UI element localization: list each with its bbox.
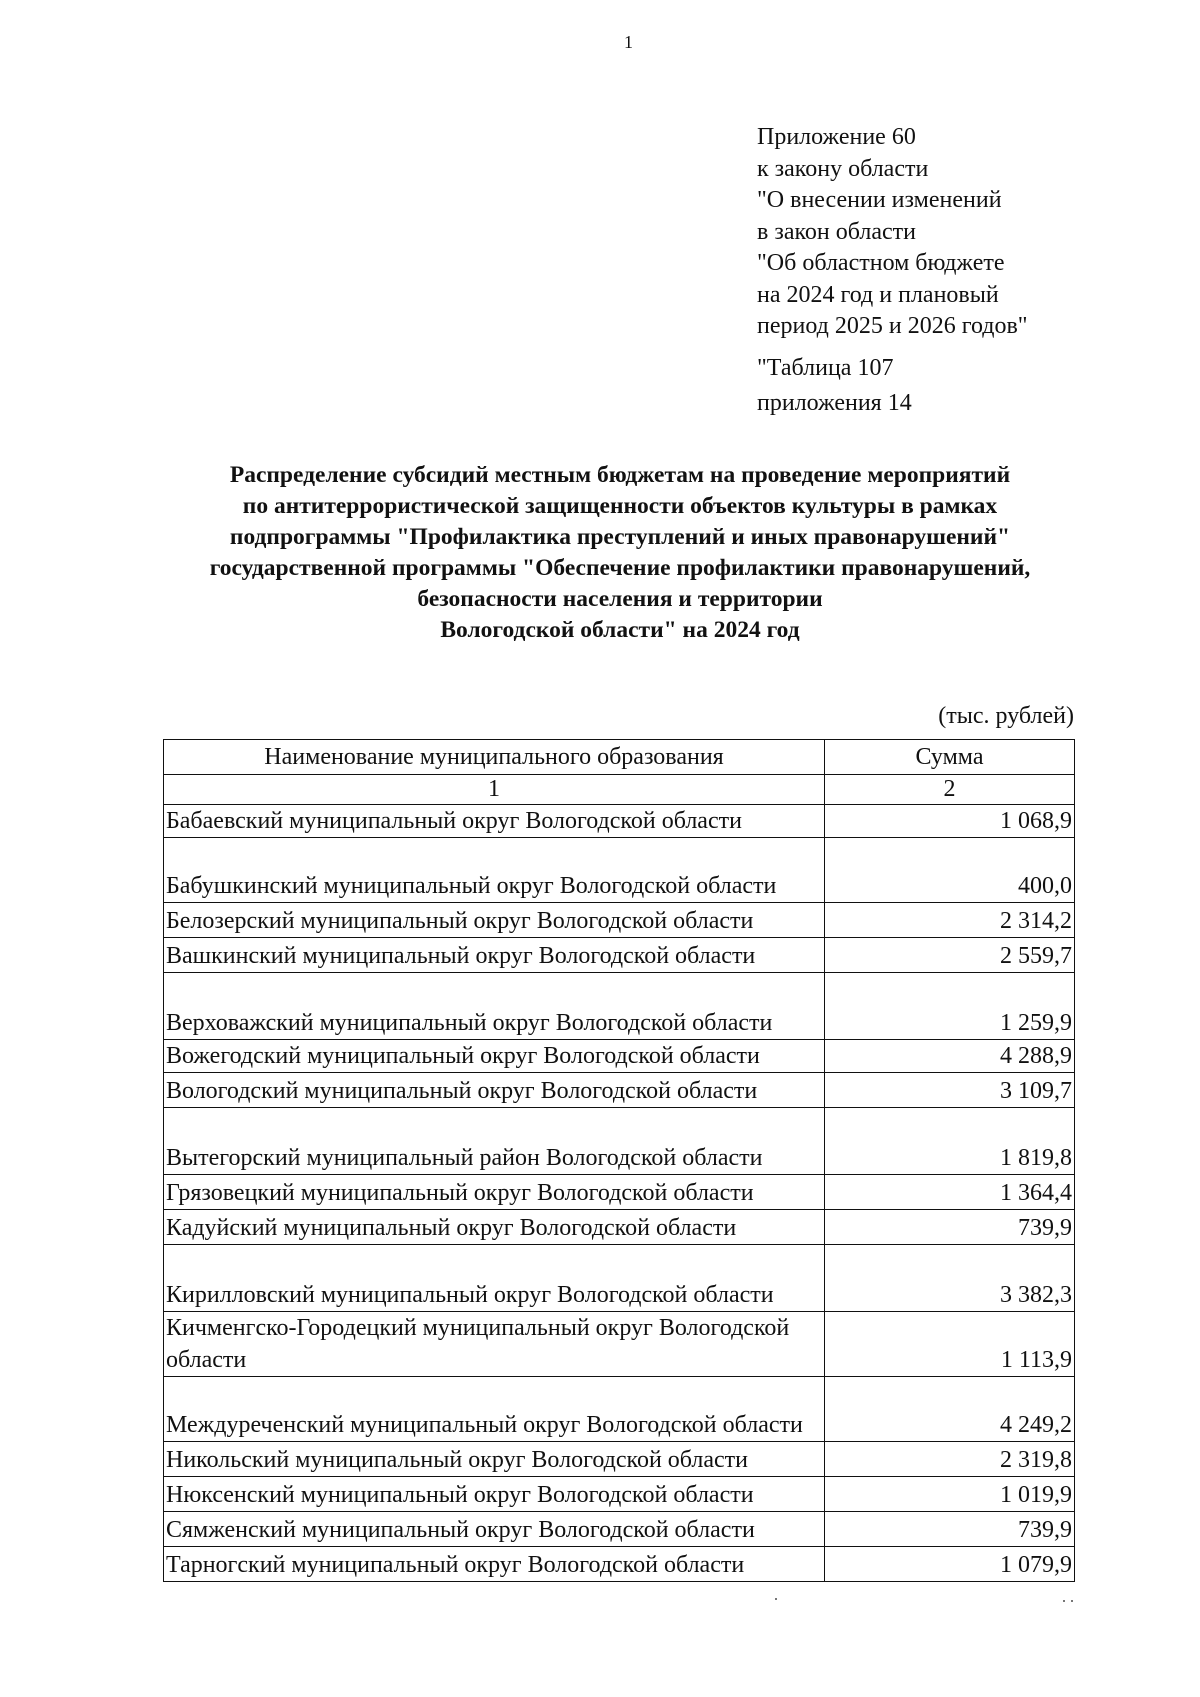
units-label: (тыс. рублей) bbox=[938, 703, 1074, 729]
municipality-name: Вытегорский муниципальный район Вологодской области bbox=[164, 1108, 825, 1175]
title-line: безопасности населения и территории bbox=[417, 586, 823, 612]
table-row bbox=[164, 1073, 1075, 1108]
subsidy-amount: 1 259,9 bbox=[825, 973, 1075, 1040]
subsidy-amount: 4 288,9 bbox=[825, 1040, 1075, 1073]
appendix-line: к закону области bbox=[757, 155, 929, 182]
table-row bbox=[164, 1377, 1075, 1442]
appendix-line: "Об областном бюджете bbox=[757, 250, 1005, 276]
title-line: подпрограммы "Профилактика преступлений и иных правонарушений" bbox=[229, 524, 1011, 550]
column-number-row bbox=[164, 775, 1075, 805]
municipality-name: Бабаевский муниципальный округ Вологодской области bbox=[164, 805, 825, 838]
table-row bbox=[164, 1547, 1075, 1582]
subsidy-amount: 3 382,3 bbox=[825, 1245, 1075, 1312]
scan-speck bbox=[1071, 1600, 1073, 1602]
municipality-name: Кичменгско-Городецкий муниципальный округ Вологодской области bbox=[164, 1312, 825, 1377]
table-row bbox=[164, 805, 1075, 838]
municipality-name: Белозерский муниципальный округ Вологодской области bbox=[164, 903, 825, 938]
municipality-name: Сямженский муниципальный округ Вологодской области bbox=[164, 1512, 825, 1547]
subsidy-amount: 1 019,9 bbox=[825, 1477, 1075, 1512]
table-row bbox=[164, 1210, 1075, 1245]
table-row bbox=[164, 938, 1075, 973]
title-line: по антитеррористической защищенности объектов культуры в рамках bbox=[242, 493, 998, 519]
appendix-line: "О внесении изменений bbox=[757, 187, 1002, 213]
subsidy-amount: 1 079,9 bbox=[825, 1547, 1075, 1582]
municipality-name: Тарногский муниципальный округ Вологодской области bbox=[164, 1547, 825, 1582]
subsidy-amount: 2 319,8 bbox=[825, 1442, 1075, 1477]
subsidy-amount: 400,0 bbox=[825, 838, 1075, 903]
subsidy-amount: 1 819,8 bbox=[825, 1108, 1075, 1175]
table-row bbox=[164, 1477, 1075, 1512]
table-reference bbox=[757, 351, 912, 421]
header-name: Наименование муниципального образования bbox=[164, 740, 825, 775]
table-row bbox=[164, 1175, 1075, 1210]
subsidy-amount: 2 559,7 bbox=[825, 938, 1075, 973]
scan-speck bbox=[775, 1598, 777, 1600]
municipality-name: Бабушкинский муниципальный округ Вологодской области bbox=[164, 838, 825, 903]
appendix-line: период 2025 и 2026 годов" bbox=[757, 313, 1028, 339]
column-number: 2 bbox=[825, 775, 1075, 805]
table-row bbox=[164, 903, 1075, 938]
subsidy-amount: 739,9 bbox=[825, 1512, 1075, 1547]
municipality-name: Никольский муниципальный округ Вологодской области bbox=[164, 1442, 825, 1477]
municipality-name: Междуреченский муниципальный округ Вологодской области bbox=[164, 1377, 825, 1442]
municipality-name: Грязовецкий муниципальный округ Вологодской области bbox=[164, 1175, 825, 1210]
subsidy-table bbox=[163, 739, 1075, 1582]
municipality-name: Верховажский муниципальный округ Вологодской области bbox=[164, 973, 825, 1040]
header-amount: Сумма bbox=[825, 740, 1075, 775]
municipality-name: Вожегодский муниципальный округ Вологодской области bbox=[164, 1040, 825, 1073]
table-row bbox=[164, 1108, 1075, 1175]
title-line: государственной программы "Обеспечение профилактики правонарушений, bbox=[209, 555, 1031, 581]
scan-speck bbox=[1063, 1600, 1065, 1602]
appendix-line: Приложение 60 bbox=[757, 124, 916, 150]
document-title bbox=[150, 460, 1090, 646]
subsidy-amount: 1 113,9 bbox=[825, 1312, 1075, 1377]
table-row bbox=[164, 973, 1075, 1040]
table-row bbox=[164, 1512, 1075, 1547]
table-row bbox=[164, 1442, 1075, 1477]
table-header-row bbox=[164, 740, 1075, 775]
title-line: Вологодской области" на 2024 год bbox=[440, 617, 800, 643]
municipality-name: Вологодский муниципальный округ Вологодской области bbox=[164, 1073, 825, 1108]
appendix-reference bbox=[757, 122, 1028, 343]
subsidy-amount: 1 068,9 bbox=[825, 805, 1075, 838]
title-line: Распределение субсидий местным бюджетам на проведение мероприятий bbox=[229, 462, 1011, 488]
municipality-name: Кадуйский муниципальный округ Вологодской области bbox=[164, 1210, 825, 1245]
table-reference-line: приложения 14 bbox=[757, 390, 912, 416]
appendix-line: в закон области bbox=[757, 218, 916, 245]
page-number: 1 bbox=[624, 32, 633, 52]
table-row bbox=[164, 838, 1075, 903]
appendix-line: на 2024 год и плановый bbox=[757, 281, 999, 308]
subsidy-amount: 739,9 bbox=[825, 1210, 1075, 1245]
table-row bbox=[164, 1245, 1075, 1312]
subsidy-amount: 2 314,2 bbox=[825, 903, 1075, 938]
subsidy-amount: 4 249,2 bbox=[825, 1377, 1075, 1442]
municipality-name: Нюксенский муниципальный округ Вологодской области bbox=[164, 1477, 825, 1512]
table-reference-line: "Таблица 107 bbox=[757, 355, 894, 381]
table-row bbox=[164, 1040, 1075, 1073]
municipality-name: Кирилловский муниципальный округ Вологодской области bbox=[164, 1245, 825, 1312]
subsidy-amount: 1 364,4 bbox=[825, 1175, 1075, 1210]
municipality-name: Вашкинский муниципальный округ Вологодской области bbox=[164, 938, 825, 973]
column-number: 1 bbox=[164, 775, 825, 805]
subsidy-amount: 3 109,7 bbox=[825, 1073, 1075, 1108]
table-row bbox=[164, 1312, 1075, 1377]
